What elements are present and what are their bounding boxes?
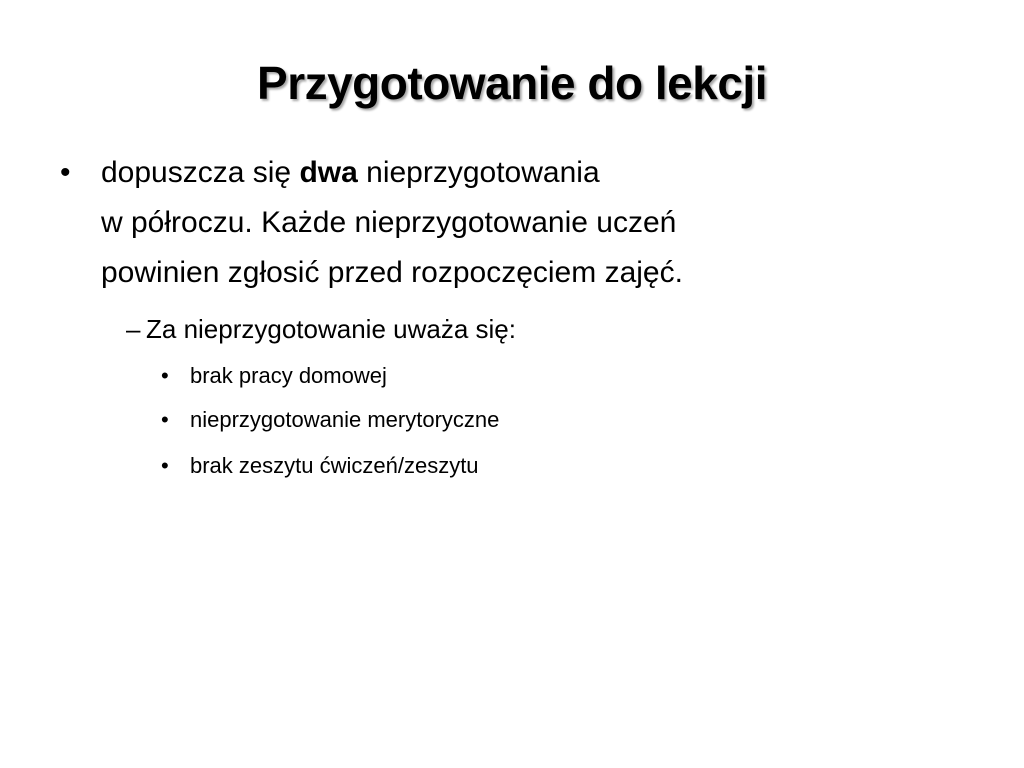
main-bullet-text: [101, 148, 881, 298]
sub-bullet-text: Za nieprzygotowanie uważa się:: [146, 314, 516, 344]
dash-icon: –: [126, 314, 141, 344]
bullet-icon: •: [161, 363, 169, 388]
main-bullet-line-1: [101, 148, 881, 198]
list-item-text: brak pracy domowej: [190, 363, 387, 388]
main-bullet-line-1-start: dopuszcza się: [101, 156, 300, 189]
main-bullet-emphasis: dwa: [299, 156, 358, 189]
bullet-icon: •: [161, 407, 169, 432]
main-bullet-line-1-end: nieprzygotowania: [357, 156, 600, 189]
main-bullet-line-3: powinien zgłosić przed rozpoczęciem zajęć.: [101, 256, 683, 289]
slide-title: Przygotowanie do lekcji: [257, 57, 767, 109]
bullet-icon: •: [161, 453, 169, 478]
bullet-icon: •: [60, 156, 71, 189]
list-item-text: nieprzygotowanie merytoryczne: [190, 407, 500, 432]
list-item-text: brak zeszytu ćwiczeń/zeszytu: [190, 453, 479, 478]
main-bullet-line-2: w półroczu. Każde nieprzygotowanie uczeń: [101, 206, 677, 239]
